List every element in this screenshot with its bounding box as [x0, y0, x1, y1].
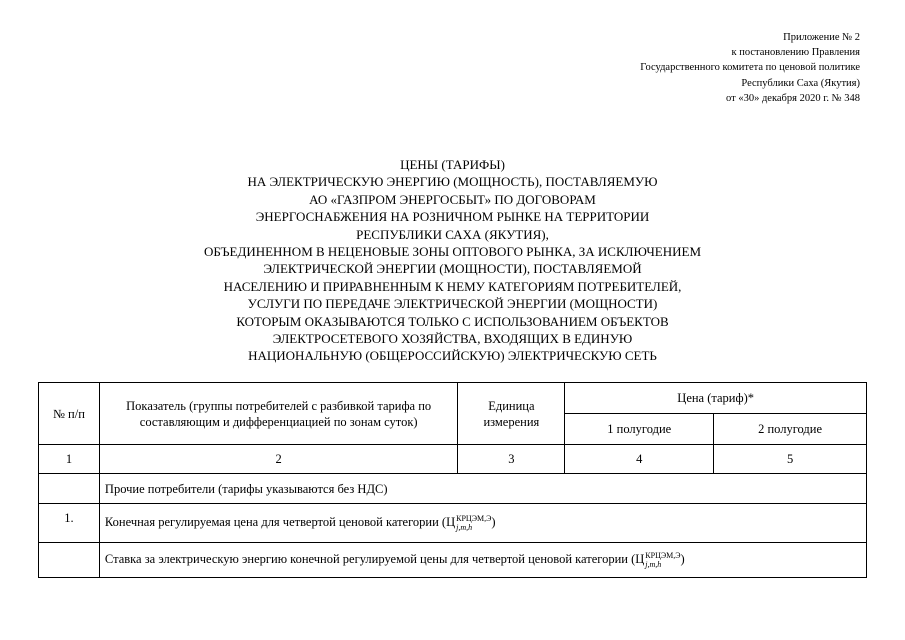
header-unit: Единица измерения — [458, 383, 565, 445]
title-line: ЦЕНЫ (ТАРИФЫ) — [400, 157, 505, 172]
title-line: ОБЪЕДИНЕННОМ В НЕЦЕНОВЫЕ ЗОНЫ ОПТОВОГО РЫНКА, ЗА ИСКЛЮЧЕНИЕМ — [203, 244, 702, 260]
title-line: НА ЭЛЕКТРИЧЕСКУЮ ЭНЕРГИЮ (МОЩНОСТЬ), ПОСТАВЛЯЕМУЮ — [247, 174, 658, 190]
title-line: НАСЕЛЕНИЮ И ПРИРАВНЕННЫМ К НЕМУ КАТЕГОРИЯМ ПОТРЕБИТЕЛЕЙ, — [223, 278, 682, 294]
table-row — [39, 504, 867, 543]
title-line: УСЛУГИ ПО ПЕРЕДАЧЕ ЭЛЕКТРИЧЕСКОЙ ЭНЕРГИИ (МОЩНОСТИ) — [247, 296, 658, 312]
col-number: 1 — [39, 445, 100, 474]
section-num-cell — [39, 474, 100, 504]
title-line: ЭНЕРГОСНАБЖЕНИЯ НА РОЗНИЧНОМ РЫНКЕ НА ТЕРРИТОРИИ — [255, 209, 650, 225]
title-line: ЭЛЕКТРИЧЕСКОЙ ЭНЕРГИИ (МОЩНОСТИ), ПОСТАВЛЯЕМОЙ — [263, 261, 642, 277]
title-line: РЕСПУБЛИКИ САХА (ЯКУТИЯ), — [356, 226, 549, 242]
document-title — [40, 156, 865, 365]
section-row — [39, 474, 867, 504]
title-line: АО «ГАЗПРОМ ЭНЕРГОСБЫТ» ПО ДОГОВОРАМ — [309, 191, 596, 207]
row-close: ) — [491, 514, 496, 529]
header-num: № п/п — [39, 383, 100, 445]
appendix-header — [640, 30, 860, 106]
header-indicator: Показатель (группы потребителей с разбивкой тарифа по составляющим и дифференциацией по зонам суток) — [99, 383, 457, 445]
row-close: ) — [680, 551, 685, 566]
table-row — [39, 543, 867, 578]
row-text: Ставка за электрическую энергию конечной регулируемой цены для четвертой ценовой категории ( — [104, 551, 636, 566]
price-symbol-base: Ц — [446, 514, 456, 529]
appendix-line: Государственного комитета по ценовой политике — [640, 62, 860, 74]
column-number-row — [39, 445, 867, 474]
appendix-line: Республики Саха (Якутия) — [741, 77, 860, 89]
appendix-line: от «30» декабря 2020 г. № 348 — [726, 92, 860, 104]
price-symbol-sub: j,m,h — [456, 523, 473, 533]
row-label — [99, 504, 866, 543]
appendix-line: к постановлению Правления — [731, 47, 860, 59]
col-number: 2 — [99, 445, 457, 474]
price-symbol-sub: j,m,h — [645, 560, 662, 570]
price-symbol-base: Ц — [635, 551, 645, 566]
title-line: КОТОРЫМ ОКАЗЫВАЮТСЯ ТОЛЬКО С ИСПОЛЬЗОВАНИЕМ ОБЪЕКТОВ — [236, 313, 669, 329]
price-symbol-sup: КРЦЭМ,Э — [456, 514, 492, 524]
row-num — [39, 543, 100, 578]
header-half2: 2 полугодие — [714, 414, 867, 445]
row-label — [99, 543, 866, 578]
appendix-line: Приложение № 2 — [783, 32, 860, 43]
header-row — [39, 383, 867, 414]
header-price: Цена (тариф)* — [565, 383, 867, 414]
tariff-table — [38, 382, 867, 578]
price-symbol — [446, 514, 492, 533]
col-number: 4 — [565, 445, 714, 474]
row-text: Конечная регулируемая цена для четвертой ценовой категории ( — [104, 514, 447, 529]
title-line: ЭЛЕКТРОСЕТЕВОГО ХОЗЯЙСТВА, ВХОДЯЩИХ В ЕДИНУЮ — [272, 331, 633, 347]
price-symbol — [635, 551, 681, 570]
price-symbol-sup: КРЦЭМ,Э — [645, 551, 681, 561]
section-label: Прочие потребители (тарифы указываются без НДС) — [99, 474, 866, 504]
title-line: НАЦИОНАЛЬНУЮ (ОБЩЕРОССИЙСКУЮ) ЭЛЕКТРИЧЕСКУЮ СЕТЬ — [248, 348, 657, 364]
header-half1: 1 полугодие — [565, 414, 714, 445]
col-number: 3 — [458, 445, 565, 474]
row-num: 1. — [39, 504, 100, 543]
col-number: 5 — [714, 445, 867, 474]
